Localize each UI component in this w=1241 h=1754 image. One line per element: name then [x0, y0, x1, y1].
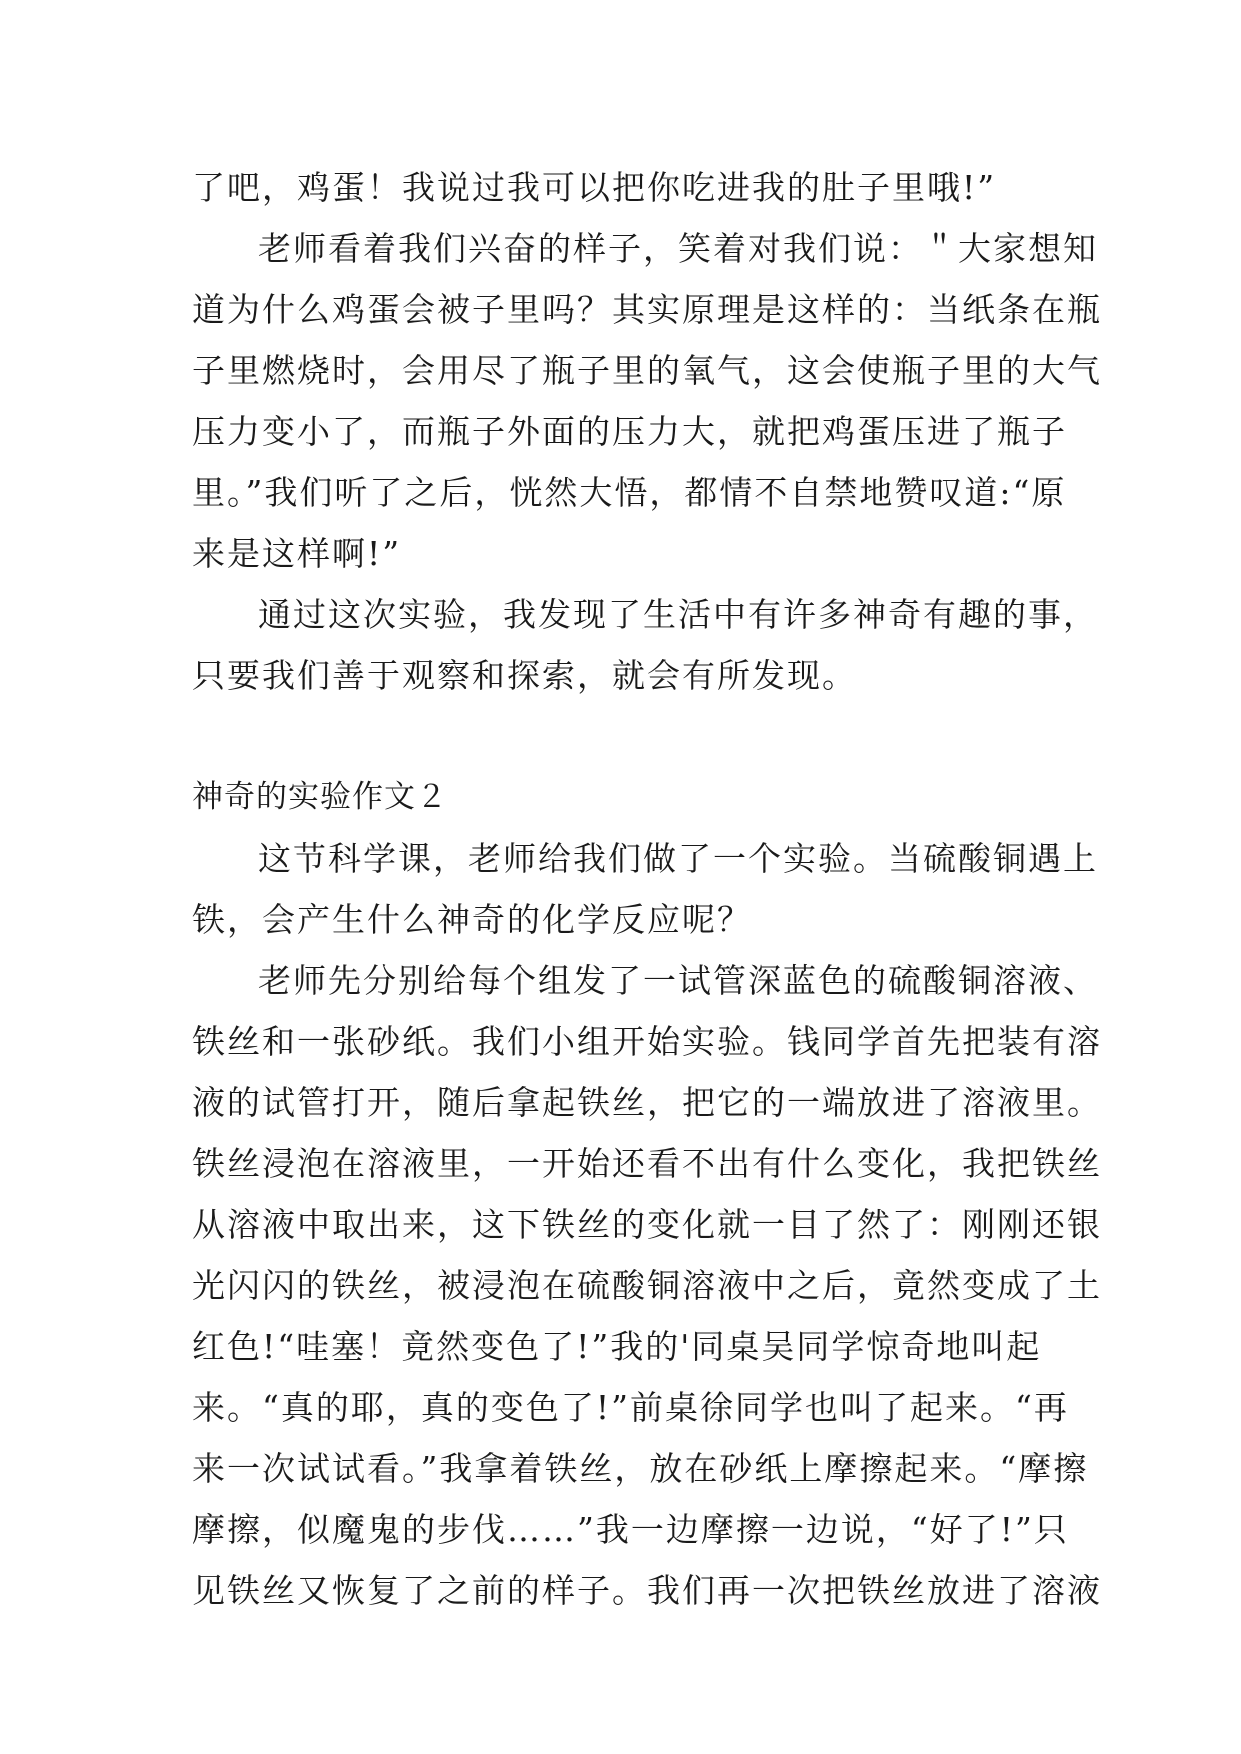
- text-line: 来一次试试看。”我拿着铁丝，放在砂纸上摩擦起来。“摩擦: [192, 1449, 1089, 1488]
- text-line: 液的试管打开，随后拿起铁丝，把它的一端放进了溶液里。: [192, 1083, 1102, 1122]
- text-line: 里。”我们听了之后，恍然大悟，都情不自禁地赞叹道:“原: [192, 473, 1067, 512]
- text-line: 见铁丝又恢复了之前的样子。我们再一次把铁丝放进了溶液: [192, 1571, 1102, 1610]
- text-line: 这节科学课，老师给我们做了一个实验。当硫酸铜遇上: [258, 839, 1098, 878]
- paragraph-gap: [192, 706, 1072, 767]
- text-line: 只要我们善于观察和探索，就会有所发现。: [192, 656, 857, 695]
- text-line: 压力变小了，而瓶子外面的压力大，就把鸡蛋压进了瓶子: [192, 412, 1067, 451]
- text-line: 摩擦，似魔鬼的步伐……”我一边摩擦一边说，“好了!”只: [192, 1510, 1069, 1549]
- text-line: 老师先分别给每个组发了一试管深蓝色的硫酸铜溶液、: [258, 961, 1098, 1000]
- text-line: 来。“真的耶，真的变色了!”前桌徐同学也叫了起来。“再: [192, 1388, 1069, 1427]
- text-line: 老师看着我们兴奋的样子，笑着对我们说：＂大家想知: [258, 229, 1098, 268]
- text-line: 通过这次实验，我发现了生活中有许多神奇有趣的事，: [258, 595, 1098, 634]
- text-line: 铁，会产生什么神奇的化学反应呢？: [192, 900, 752, 939]
- text-line: 来是这样啊!”: [192, 534, 402, 573]
- text-line: 红色!“哇塞！竟然变色了!”我的'同桌吴同学惊奇地叫起: [192, 1327, 1042, 1366]
- text-line: 了吧，鸡蛋！我说过我可以把你吃进我的肚子里哦!”: [192, 168, 997, 207]
- text-line: 光闪闪的铁丝，被浸泡在硫酸铜溶液中之后，竟然变成了土: [192, 1266, 1102, 1305]
- text-line: 铁丝浸泡在溶液里，一开始还看不出有什么变化，我把铁丝: [192, 1144, 1102, 1183]
- section-title: 神奇的实验作文２: [192, 779, 448, 815]
- essay-body: [192, 157, 1102, 1621]
- text-line: 铁丝和一张砂纸。我们小组开始实验。钱同学首先把装有溶: [192, 1022, 1102, 1061]
- text-line: 道为什么鸡蛋会被子里吗？其实原理是这样的：当纸条在瓶: [192, 290, 1102, 329]
- text-line: 子里燃烧时，会用尽了瓶子里的氧气，这会使瓶子里的大气: [192, 351, 1102, 390]
- text-line: 从溶液中取出来，这下铁丝的变化就一目了然了：刚刚还银: [192, 1205, 1102, 1244]
